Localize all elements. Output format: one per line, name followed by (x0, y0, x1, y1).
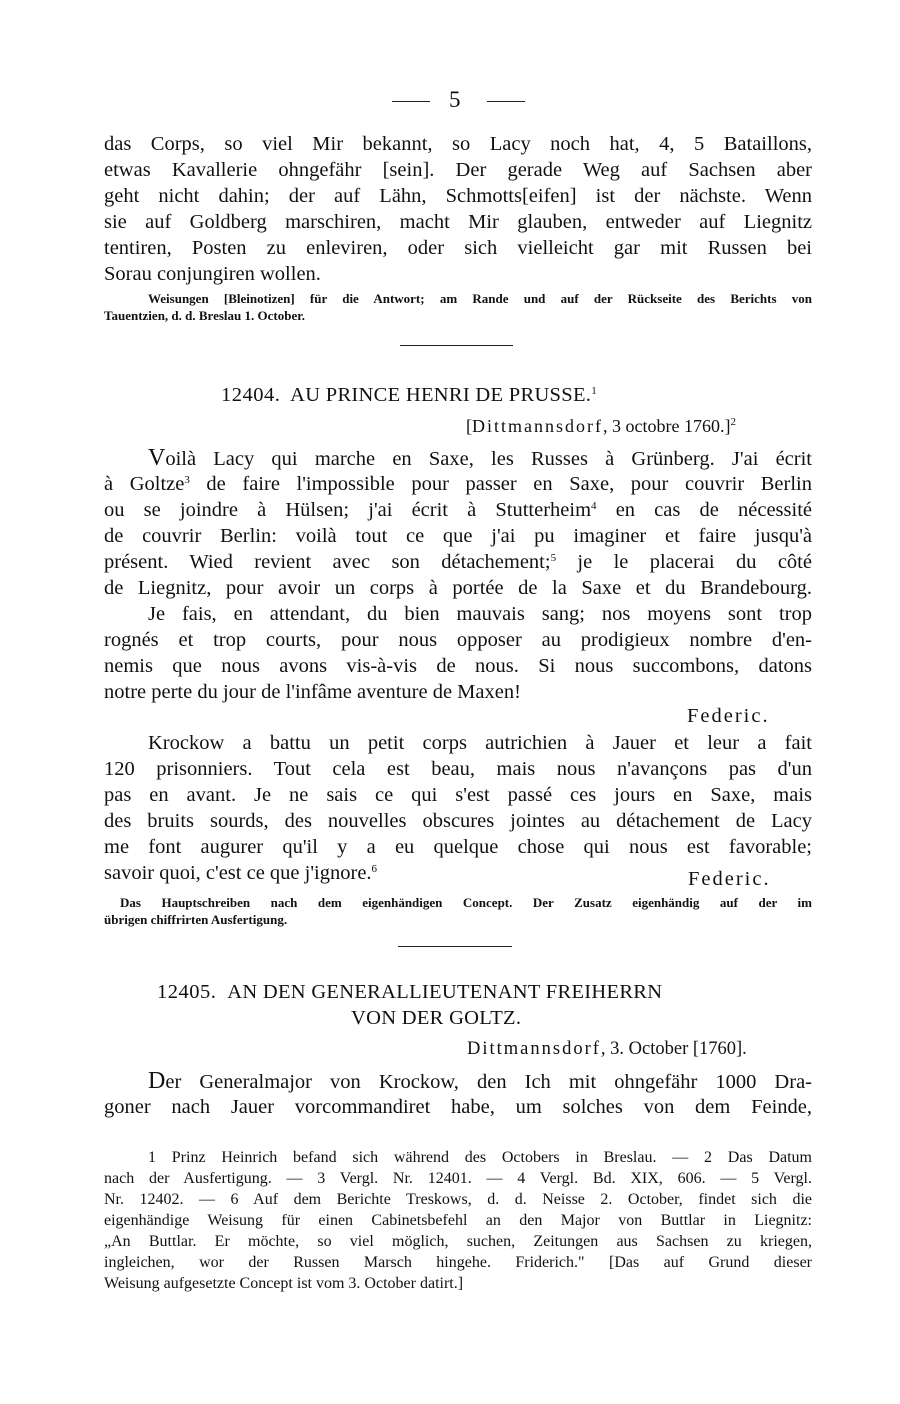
letter-number: 12404. (221, 384, 281, 406)
text-span: en cas de nécessité (596, 499, 812, 521)
text-span: présent. Wied revient avec son détachement; (104, 551, 551, 573)
text-span: ou se joindre à Hülsen; j'ai écrit à Stutterheim (104, 499, 592, 521)
text-line: Krockow a battu un petit corps autrichien à Jauer et leur a fait (148, 732, 812, 754)
text-line: tentiren, Posten zu enleviren, oder sich vielleicht gar mit Russen bei (104, 237, 812, 259)
editorial-note: Das Hauptschreiben nach dem eigenhändigen Concept. Der Zusatz eigenhändig auf der im (120, 895, 812, 910)
text-line: das Corps, so viel Mir bekannt, so Lacy noch hat, 4, 5 Bataillons, (104, 133, 812, 155)
text-line: geht nicht dahin; der auf Lähn, Schmotts[eifen] ist der nächste. Wenn (104, 185, 812, 207)
text-span: je le placerai du côté (556, 551, 812, 573)
text-line: de Liegnitz, pour avoir un corps à portée de la Saxe et du Brandebourg. (104, 577, 812, 599)
section-divider (398, 946, 512, 947)
footnote-ref: 5 (550, 552, 557, 564)
initial-letter: V (148, 445, 166, 471)
letter-date: , 3 octobre 1760.] (603, 416, 731, 436)
letter-dateline (466, 414, 736, 441)
editorial-note: Weisungen [Bleinotizen] für die Antwort; am Rande und auf der Rückseite des Berichts von (148, 291, 812, 306)
text-line: de couvrir Berlin: voilà tout ce que j'ai pu imaginer et faire jusqu'à (104, 525, 812, 547)
letter-heading (221, 384, 597, 407)
footnote-ref: 3 (184, 474, 190, 486)
text-line (104, 497, 812, 526)
text-line: 120 prisonniers. Tout cela est beau, mais nous n'avançons pas d'un (104, 758, 812, 780)
text-line: pas en avant. Je ne sais ce qui s'est passé ces jours en Saxe, mais (104, 784, 812, 806)
bracket: [ (466, 416, 472, 436)
text-line (104, 549, 812, 578)
editorial-note: übrigen chiffrirten Ausfertigung. (104, 912, 288, 927)
letter-place: Dittmannsdorf (472, 416, 603, 436)
letter-title: AN DEN GENERALLIEUTENANT FREIHERRN (227, 981, 663, 1003)
footnote-line: eigenhändige Weisung für einen Cabinetsbefehl an den Major von Buttlar in Liegnitz: (104, 1212, 812, 1229)
letter-dateline (467, 1037, 747, 1061)
footnote-line: ingleichen, wor der Russen Marsch hingehe. Friderich." [Das auf Grund dieser (104, 1254, 812, 1271)
text-span: oilà Lacy qui marche en Saxe, les Russes à Grünberg. J'ai écrit (165, 448, 812, 470)
footnote-line: Weisung aufgesetzte Concept ist vom 3. October datirt.] (104, 1275, 464, 1292)
header-rule-left (392, 101, 430, 102)
letter-heading (157, 981, 662, 1004)
text-span: de faire l'impossible pour passer en Saxe, pour couvrir Berlin (189, 473, 813, 495)
text-span: savoir quoi, c'est ce que j'ignore. (104, 862, 372, 884)
text-line: des bruits sourds, des nouvelles obscures jointes au détachement de Lacy (104, 810, 812, 832)
letter-title: AU PRINCE HENRI DE PRUSSE. (290, 384, 592, 406)
text-line: etwas Kavallerie ohngefähr [sein]. Der gerade Weg auf Sachsen aber (104, 159, 812, 181)
letter-number: 12405. (157, 981, 217, 1003)
editorial-note: Tauentzien, d. d. Breslau 1. October. (104, 308, 306, 323)
text-line: notre perte du jour de l'infâme aventure de Maxen! (104, 681, 521, 703)
footnote-line: 1 Prinz Heinrich befand sich während des Octobers in Breslau. — 2 Das Datum (148, 1149, 812, 1166)
footnote-ref: 4 (591, 500, 597, 512)
footnote-line: nach der Ausfertigung. — 3 Vergl. Nr. 12401. — 4 Vergl. Bd. XIX, 606. — 5 Vergl. (104, 1170, 812, 1187)
footnote-ref: 2 (730, 416, 736, 428)
text-line (104, 471, 812, 500)
text-line: nemis que nous avons vis-à-vis de nous. Si nous succombons, datons (104, 655, 812, 677)
text-line: Sorau conjungiren wollen. (104, 263, 321, 285)
text-line: goner nach Jauer vorcommandiret habe, um solches von dem Feinde, (104, 1096, 812, 1118)
signature: Federic. (688, 868, 771, 890)
text-line: me font augurer qu'il y a eu quelque chose qui nous est favorable; (104, 836, 812, 858)
text-span: à Goltze (104, 473, 185, 495)
text-line: Je fais, en attendant, du bien mauvais sang; nos moyens sont trop (148, 603, 812, 625)
text-line: sie auf Goldberg marschiren, macht Mir glauben, entweder auf Liegnitz (104, 211, 812, 233)
section-divider (400, 345, 513, 346)
signature: Federic. (687, 705, 770, 727)
footnote-line: Nr. 12402. — 6 Auf dem Berichte Treskows, d. d. Neisse 2. October, findet sich die (104, 1191, 812, 1208)
page-number: 5 (449, 87, 461, 112)
header-rule-right (487, 101, 525, 102)
letter-date: , 3. October [1760]. (600, 1039, 747, 1059)
footnote-line: „An Buttlar. Er möchte, so viel möglich, suchen, Zeitungen aus Sachsen zu kriegen, (104, 1233, 812, 1250)
letter-title-line2: VON DER GOLTZ. (351, 1007, 522, 1029)
text-span: er Generalmajor von Krockow, den Ich mit ohngefähr 1000 Dra- (165, 1071, 812, 1093)
letter-place: Dittmannsdorf (467, 1039, 601, 1059)
text-line (104, 445, 812, 472)
text-line (104, 1068, 812, 1095)
initial-letter: D (148, 1068, 166, 1094)
footnote-ref: 1 (591, 385, 598, 397)
text-line: rognés et trop courts, pour nous opposer au prodigieux nombre d'en- (104, 629, 812, 651)
footnote-ref: 6 (371, 863, 378, 875)
